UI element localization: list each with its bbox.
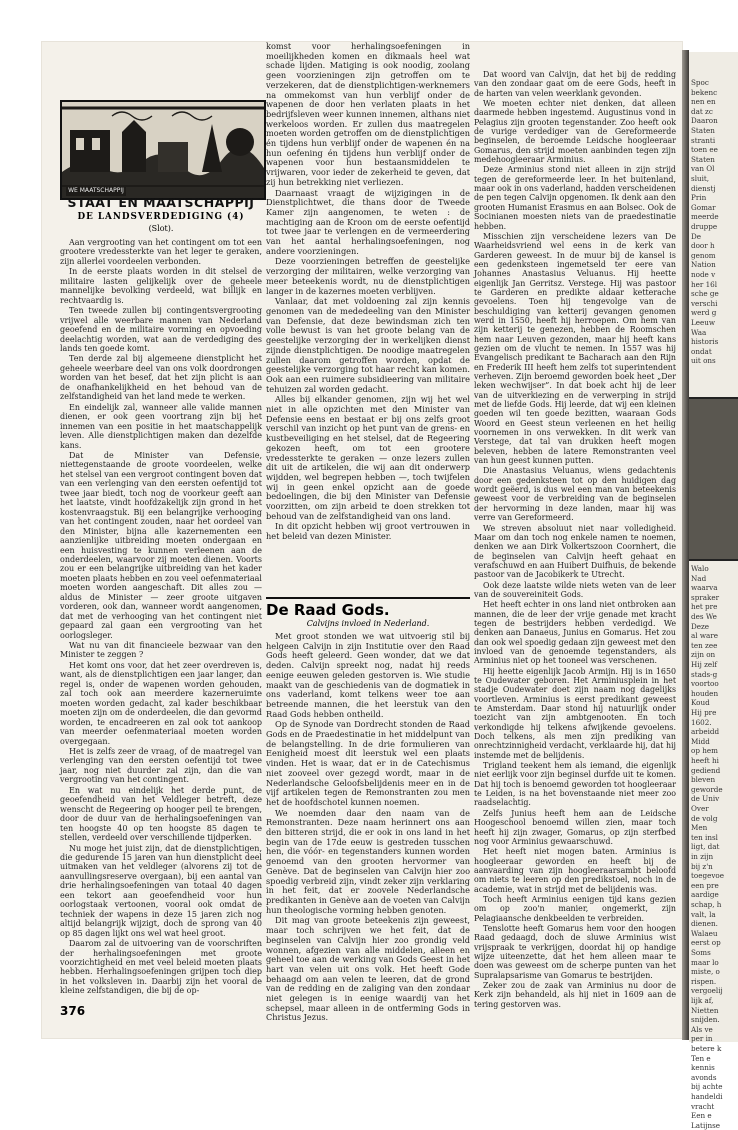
paragraph: Nu moge het juist zijn, dat de dienstplichtigen, die gedurende 15 jaren van hun dienstplicht deel uitmaken van het veldleger (alvorens zij tot de aanvullingsreserve overgaan), bij een aantal van drie herhalingsoefeningen van totaal 40 dagen een tekort aan geoefendheid voor hun oorlogstaak vertoonen, vooral ook omdat de techniek der wapens in deze 15 jaren zich nog altijd belangrijk wijzigt, doch de sprong van 40 op 85 dagen lijkt ons wel wat heel groot. — [60, 843, 262, 938]
next-page-line: toen ee — [691, 145, 718, 155]
next-page-line: verschi — [691, 298, 718, 308]
paragraph: Die Anastasius Veluanus, wiens gedachtenis door een gedenksteen tot op den huidigen dag wordt geëerd, is dus wel een man van beteekenis geweest voor de verbreiding van de beginselen der hervorming in deze landen, maar hij was verre van Gereformeerd. — [474, 466, 676, 523]
next-page-line: Spoc — [691, 78, 709, 87]
next-page-line: ten zee — [691, 640, 718, 650]
next-page-line: zijn on — [691, 650, 716, 660]
next-page-line: houden — [691, 688, 719, 698]
paragraph: Daarnaast vraagt de wijzigingen in de Dienstplichtwet, die thans door de Tweede Kamer zijn aangenomen, te weten : de machtiging aan de Kroon om de eerste oefentijd tot twee jaar te verlengen en de vermeerdering van het aantal herhalingsoefeningen, nog andere voorzieningen. — [266, 187, 470, 256]
next-page-edge — [689, 52, 738, 1130]
next-page-line: Daaron — [691, 116, 718, 126]
paragraph: Ook deze laatste wilde niets weten van de leer van de souvereiniteit Gods. — [474, 580, 676, 599]
next-page-line: in zijn — [691, 852, 714, 861]
paragraph: We noemden daar den naam van de Remonstranten. Deze naam herinnert ons aan den bitteren strijd, die er ook in ons land in het begin van de 17de eeuw is gestreden tusschen hen, die vóór- en tegenstanders kunnen worden genoemd van den grooten hervormer van Genève. Dat de beginselen van Calvijn hier zoo spoedig verbreid zijn, vindt zeker zijn verklaring in het feit, dat er zoovele Nederlandsche predikanten in Genève aan de voeten van Calvijn hun theologische vorming hebben genoten. — [266, 807, 470, 915]
next-page-line: ondat — [691, 346, 712, 356]
next-page-line: ten insl — [691, 832, 718, 842]
next-page-line: Deze — [691, 621, 710, 631]
next-page-line: miste, o — [691, 967, 720, 977]
paragraph: Trigland teekent hem als iemand, die eigenlijk niet eerlijk voor zijn beginsel durfde uit te komen. Dat hij toch is benoemd geworden tot hoogleeraar te Leiden, is na het bovenstaande niet meer zoo raadselachtig. — [474, 761, 676, 808]
next-page-line: werd g — [691, 308, 717, 318]
paragraph: We moeten echter niet denken, dat alleen daarmede hebben ingestemd. Augustinus vond in Pelagius zijn grooten tegenstander. Zoo heeft ook de vurige verdediger van de Gereformeerde beginselen, de beroemde Leidsche hoogleeraar Gomarus, den strijd moeten aanbinden tegen zijn medehoogleeraar Arminius. — [474, 99, 676, 165]
next-page-line: dienstj — [691, 183, 716, 193]
next-page-line: Walo — [691, 564, 709, 573]
next-page-line: de volg — [691, 813, 718, 823]
paragraph: In de eerste plaats worden in dit stelsel de militaire lasten gelijkelijk over de geheele mannelijke bevolking verdeeld, wat billijk en rechtvaardig is. — [60, 267, 262, 305]
paragraph: Tenslotte heeft Gomarus hem voor den hoogen Raad gedaagd, doch de sluwe Arminius wist vrijspraak te verkrijgen, doordat hij op handige wijze uiteenzette, dat het hem alleen maar te doen was geweest om de scherpe punten van het Supralapsarisme van Gomarus te bestrijden. — [474, 923, 676, 980]
next-page-line: bij achte — [691, 1082, 723, 1092]
banner-artwork — [62, 102, 264, 198]
next-page-line: Ten e — [691, 1053, 711, 1063]
next-page-line: kennis — [691, 1063, 715, 1073]
next-page-line: druppe — [691, 222, 718, 231]
article-title-raad-gods: De Raad Gods. — [266, 597, 470, 619]
next-page-line: Hij zelf — [691, 660, 718, 669]
next-page-line: meerde — [691, 212, 719, 222]
next-page-line: gediend — [691, 765, 721, 775]
section-title: STAAT EN MAATSCHAPPIJ — [67, 195, 255, 210]
next-page-line: geworde — [691, 784, 723, 794]
paragraph: komst voor herhalingsoefeningen in moeilijkheden komen en dikmaals heel wat schade lijden. Matiging is ook noodig, zoolang geen voorzieningen zijn getroffen om te verzekeren, dat de dienstplichtigen-werknemers na ommekomst van hun verblijf onder de wapenen de door hen verlaten plaats in het bedrijfsleven weer kunnen innemen, althans niet werkeloos worden. Er zullen dus maatregelen moeten worden getroffen om de dienstplichtigen én tijdens hun verblijf onder de wapenen én na hun oefening én tijdens hun verblijf onder de wapenen voor hun bestaansmiddelen te vrijwaren, voor ieder de zekerheid te geven, dat zij hun betrekking niet verliezen. — [266, 41, 470, 187]
next-page-line: 1602. — [691, 717, 712, 727]
section-banner-illustration — [60, 100, 266, 200]
next-page-line: Waa — [691, 327, 707, 337]
next-page-line: handeldi — [691, 1092, 723, 1101]
next-page-line: vracht — [691, 1101, 715, 1111]
next-page-line: eerst op — [691, 938, 721, 948]
next-page-line: de Univ — [691, 794, 720, 804]
next-page-line: Hij pre — [691, 708, 717, 717]
next-page-line: sluit, — [691, 174, 710, 183]
next-page-line: toegevoe — [691, 871, 724, 881]
article-subtitle-calvijn: Calvijns invloed in Nederland. — [306, 619, 430, 628]
article1-column-2 — [266, 42, 470, 543]
paragraph: Vanlaar, dat met voldoening zal zijn kennis genomen van de mededeeling van den Minister van Defensie, dat deze bewindsman zich ten volle bewust is van het groote belang van de geestelijke verzorging der in werkelijken dienst zijnde dienstplichtigen. De noodige maatregelen zullen daarom getroffen worden, opdat de geestelijke verzorging tot haar recht kan komen. Ook aan een ruimere subsidieering van militaire tehuizen zal worden gedacht. — [266, 296, 470, 394]
paragraph: Op de Synode van Dordrecht stonden de Raad Gods en de Praedestinatie in het middelpunt van de belangstelling. In de drie formulieren van Eenigheid moest dit leerstuk wel een plaats vinden. Het is waar, dat er in de Catechismus niet zooveel over gezegd wordt, maar in de Nederlandsche Geloofsbelijdenis meer en in de vijf artikelen tegen de Remonstranten zou men het de hoofdschotel kunnen noemen. — [266, 719, 470, 807]
next-page-image — [689, 397, 738, 561]
paragraph: Dat de Minister van Defensie, niettegenstaande de groote voordeelen, welke het stelsel van een vergroot contingent boven dat van een verlenging van den eersten oefentijd tot twee jaar biedt, toch nog de voorkeur geeft aan het laatste, vindt hoofdzakelijk zijn grond in het kostenvraagstuk. Bij een belangrijke verhooging van het contingent zouden, naar het oordeel van den Minister, bijna alle kazernementen een aanzienlijke uitbreiding moeten ondergaan en een huisvesting te kunnen verleenen aan de onderdeelen, waarvoor zij moeten dienen. Voorts zou er een belangrijke uitbreiding van het kader moeten plaats hebben en zou veel oefenmateriaal moeten worden aangeschaft. Dit alles zou — aldus de Minister — zeer groote uitgaven vorderen, ook dan, wanneer wordt aangenomen, dat met de verhooging van het contingent niet gepaard zal gaan een vergrooting van het oorlogsleger. — [60, 450, 262, 640]
next-page-line: De — [691, 231, 702, 241]
next-page-line: het pre — [691, 602, 718, 612]
paragraph: Ten derde zal bij algemeene dienstplicht het geheele weerbare deel van ons volk doordrongen worden van het besef, dat het zijn plicht is aan de onafhankelijkheid en het behoud van de zelfstandigheid van het land mede te werken. — [60, 354, 262, 402]
next-page-line: uit ons — [691, 356, 716, 366]
next-page-line: vergoelij — [691, 986, 723, 996]
paragraph: Zelfs Junius heeft hem aan de Leidsche Hoogeschool benoemd willen zien, maar toch heeft hij zijn zwager, Gomarus, op zijn sterfbed nog voor Arminius gewaarschuwd. — [474, 808, 676, 846]
next-page-line: bekenc — [691, 87, 718, 97]
paragraph: En eindelijk zal, wanneer alle valide mannen dienen, er ook geen voortrang zijn bij het innemen van een positie in het maatschappelijk leven. Alle dienstplichtigen maken dan dezelfde kans. — [60, 402, 262, 450]
next-page-line: Koud — [691, 698, 710, 708]
next-page-line: Midd — [691, 736, 710, 746]
next-page-line: schap, h — [691, 900, 722, 909]
book-spine — [682, 50, 689, 1040]
next-page-line: rispen. — [691, 976, 717, 986]
article2-column-3 — [474, 70, 676, 1010]
next-page-line: al ware — [691, 631, 718, 641]
next-page-line: Nad — [691, 573, 707, 583]
paragraph: Het komt ons voor, dat het zeer overdreven is, want, als de dienstplichtigen een jaar langer, dan regel is, onder de wapenen worden gehouden, zal toch ook aan meerdere kazerneruimte moeten worden gedacht, zal kader beschikbaar moeten zijn om de onderdeelen, die dan gevormd worden, te encadreeren en zal ook tot aankoop van meerder oefenmateriaal moeten worden overgegaan. — [60, 660, 262, 746]
next-page-line: voortoo — [691, 679, 719, 689]
next-page-line: avonds — [691, 1072, 717, 1082]
paragraph: Toch heeft Arminius eenigen tijd kans gezien om op zoo'n manier, ongemerkt, zijn Pelagiaansche denkbeelden te verbreiden. — [474, 894, 676, 923]
next-page-line: heeft hi — [691, 756, 719, 765]
next-page-line: op hem — [691, 746, 718, 756]
paragraph: Aan vergrooting van het contingent om tot een grootere vredessterkte van het leger te geraken, zijn allerlei voordeelen verbonden. — [60, 238, 262, 266]
next-page-line: Latijnse — [691, 1120, 721, 1130]
next-page-line: ligt, dat — [691, 842, 720, 852]
next-page-line: des We — [691, 612, 717, 621]
paragraph: Hij heette eigenlijk Jacob Armijn. Hij is in 1650 te Oudewater geboren. Het Arminiusplein in het stadje Oudewater doet zijn naam nog dagelijks voortleven. Arminius is eerst predikant geweest te Amsterdam. Daar stond hij natuurlijk onder toezicht van zijn ambtgenooten. En toch verkondigde hij telkens afwijkende gevoelens. Doch telkens, als men zijn prediking van onrechtzinnigheid verdacht, verklaarde hij, dat hij instemde met de belijdenis. — [474, 666, 676, 760]
next-page-line: Staten — [691, 154, 715, 164]
next-page-line: valt, la — [691, 909, 716, 919]
next-page-line: Men — [691, 823, 708, 833]
paragraph: Het heeft niet mogen baten. Arminius is hoogleeraar geworden en heeft bij de aanvaarding van zijn hoogleeraarsambt beloofd om niets te leeren op den predikstoel, noch in de academie, wat in strijd met de belijdenis was. — [474, 847, 676, 894]
next-page-line: een pre — [691, 880, 719, 890]
banner-caption: WE MAATSCHAPPIJ — [66, 186, 126, 196]
paragraph: Wat nu van dit financieele bezwaar van den Minister te zeggen ? — [60, 641, 262, 660]
paragraph: Dat woord van Calvijn, dat het bij de redding van den zondaar gaat om de eere Gods, heeft in de harten van velen weerklank gevonden. — [474, 70, 676, 98]
next-page-line: Als ve — [691, 1024, 713, 1034]
next-page-line: Nation — [691, 260, 716, 270]
paragraph: Daarom zal de uitvoering van de voorschriften der herhalingsoefeningen met groote voorzichtigheid en met veel beleid moeten plaats hebben. Herhalingsoefeningen grijpen toch diep in het volksleven in. Daarbij zijn het vooral de kleine zelfstandigen, die bij de op- — [60, 939, 262, 996]
next-page-line: bij z'n — [691, 861, 713, 871]
paragraph: Zeker zou de zaak van Arminius nu door de Kerk zijn behandeld, als hij niet in 1609 aan de tering gestorven was. — [474, 981, 676, 1009]
next-page-line: betere k — [691, 1044, 722, 1053]
paragraph: Het heeft echter in ons land niet ontbroken aan mannen, die de leer der vrije genade met kracht tegen de bestrijders hebben verdedigd. We denken aan Danaeus, Junius en Gomarus. Het zou dan ook wel spoedig gedaan zijn geweest met den invloed van de genoemde tegenstanders, als Arminius niet op het tooneel was verschenen. — [474, 600, 676, 666]
next-page-line: Staten — [691, 126, 715, 135]
next-page-line: historis — [691, 337, 719, 347]
next-page-line: genom — [691, 250, 716, 260]
article-title-landsverdediging: DE LANDSVERDEDIGING (4) — [77, 212, 245, 222]
paragraph: En wat nu eindelijk het derde punt, de geoefendheid van het Veldleger betreft, deze wenscht de Regeering op hooger peil te brengen, door de duur van de herhalingsoefeningen van ten hoogste 40 op ten hoogste 85 dagen te stellen, verdeeld over verschillende tijdperken. — [60, 785, 262, 843]
next-page-line: waarva — [691, 583, 718, 593]
next-page-line: dat zc — [691, 106, 713, 116]
next-page-line: dienen. — [691, 919, 718, 929]
article-subtitle-slot: (Slot). — [148, 224, 174, 233]
next-page-line: Over — [691, 804, 709, 813]
next-page-line: lijk af, — [691, 996, 714, 1005]
next-page-line: Nietten — [691, 1005, 719, 1015]
next-page-line: Een e — [691, 1111, 712, 1121]
article2-column-2 — [266, 632, 470, 1024]
paragraph: Misschien zijn verscheidene lezers van De Waarheidsvriend wel eens in de kerk van Garderen geweest. In de muur bij de kansel is een gedenksteen ingemetseld ter eere van Johannes Anastasius Veluanus. Hij heette eigenlijk Jan Gerritsz. Verstege. Hij was pastoor te Garderen en predikte aldaar ketterache gevoelens. Toen hij tengevolge van de beschuldiging van ketterij gevangen genomen werd in 1550, heeft hij herroepen. Om hem van zijn ketterij te genezen, hebben de Roomschen hem naar Leuven gezonden, maar hij heeft kans gezien om de vlucht te nemen. In 1557 was hij Evangelisch predikant te Bacharach aan den Rijn en Frederik III heeft hem zelfs tot superintendent verheven. Zijn beroemd geworden boek heet „Der leken wechwijser”. In dat boek acht hij de leer van de uitverkiezing en de verwerping in strijd met de liefde Gods. Hij leerde, dat wij een kleinen goeden wil ten goede bezitten, waaraan Gods Woord en Geest steun verleenen en het heilig voornemen in ons verwekken. In dit werk van Verstege, dat tal van drukken heeft mogen beleven, hebben de latere Remonstranten veel van hun geest kunnen putten. — [474, 231, 676, 466]
magazine-page — [42, 42, 682, 1038]
paragraph: Alles bij elkander genomen, zijn wij het wel niet in alle opzichten met den Minister van Defensie eens en bestaat er bij ons zelfs groot verschil van inzicht op het punt van de grens- en kustbeveiliging en het stelsel, dat de Regeering gekozen heeft, om tot een grootere vredessterkte te geraken — onze lezers zullen dit uit de artikelen, die wij aan dit onderwerp wijdden, wel begrepen hebben —, toch twijfelen wij in geen enkel opzicht aan de goede bedoelingen, die bij den Minister van Defensie voorzitten, om zijn arbeid te doen strekken tot behoud van de zelfstandigheid van ons land. — [266, 394, 470, 521]
next-page-line: van Ol — [691, 164, 715, 174]
next-page-line: nen en — [691, 97, 716, 107]
next-page-line: bleven — [691, 775, 716, 785]
next-page-line: Gomar — [691, 202, 716, 212]
next-page-line: sche ge — [691, 289, 719, 299]
next-page-line: stranti — [691, 135, 716, 145]
paragraph: Deze voorzieningen betreffen de geestelijke verzorging der militairen, welke verzorging van meer beteekenis wordt, nu de dienstplichtigen langer in de kazernes moeten verblijven. — [266, 256, 470, 296]
next-page-line: Prin — [691, 193, 707, 203]
paragraph: We streven absoluut niet naar volledigheid. Maar om dan toch nog enkele namen te noemen, denken we aan Dirk Volkertszoon Coornhert, die de beginselen van Calvijn heeft gehaat en verafschuwd en aan Huibert Duifhuis, de bekende pastoor van de Jacobikerk te Utrecht. — [474, 523, 676, 580]
next-page-line: door h — [691, 241, 715, 251]
next-page-line: node v — [691, 270, 716, 279]
next-page-line: per in — [691, 1034, 713, 1044]
paragraph: Het is zelfs zeer de vraag, of de maatregel van verlenging van den eersten oefentijd tot twee jaar, nog niet duurder zal zijn, dan die van vergrooting van het contingent. — [60, 747, 262, 785]
paragraph: Deze Arminius stond niet alleen in zijn strijd tegen de gereformeerde leer. In het buitenland, maar ook in ons vaderland, hadden verscheidenen de pen tegen Calvijn opgenomen. Ik denk aan den grooten Humanist Erasmus en aan Bolsec. Ook de Socinianen moesten niets van de praedestinatie hebben. — [474, 165, 676, 231]
next-page-line: her 16l — [691, 279, 718, 289]
page-number: 376 — [60, 1004, 86, 1018]
paragraph: Dit mag van groote beteekenis zijn geweest, maar toch schrijven we het feit, dat de beginselen van Calvijn hier zoo grondig veld wonnen, afgezien van alle middelen, alleen en geheel toe aan de werking van Gods Geest in het hart van velen uit ons volk. Het heeft Gode behaagd om aan velen te leeren, dat de grond van de redding en de zaliging van den zondaar niet gelegen is in eenige waardij van het schepsel, maar alleen in de ontferming Gods in Christus Jezus. — [266, 915, 470, 1023]
next-page-line: maar lo — [691, 957, 719, 967]
next-page-line: aardige — [691, 890, 719, 900]
paragraph: Ten tweede zullen bij contingentsvergrooting vrijwel alle weerbare mannen van Nederland geoefend en de militaire vorming en opvoeding deelachtig worden, wat aan de verdediging des lands ten goede komt. — [60, 306, 262, 353]
article1-column-1 — [60, 238, 262, 997]
next-page-line: arbeidd — [691, 727, 720, 737]
next-page-line: Soms — [691, 948, 711, 957]
next-page-line: stads-g — [691, 669, 718, 679]
paragraph: Met groot stonden we wat uitvoerig stil bij helgeen Calvijn in zijn Institutie over den Raad Gods heeft geleerd. Geen wonder, dat we dat deden. Calvijn spreekt nog, nadat hij reeds eenige eeuwen geleden gestorven is. Wie studie maakt van de geschiedenis van de dogmatiek in ons vaderland, komt telkens weer toe aan betreende mannen, die het leerstuk van den Raad Gods hebben ontheild. — [266, 631, 470, 719]
next-page-line: Leeuw — [691, 318, 716, 327]
next-page-line: Walaeu — [691, 928, 718, 938]
next-page-line: spraker — [691, 592, 720, 602]
paragraph: In dit opzicht hebben wij groot vertrouwen in het beleid van dezen Minister. — [266, 521, 470, 542]
next-page-line: snijden. — [691, 1015, 720, 1025]
